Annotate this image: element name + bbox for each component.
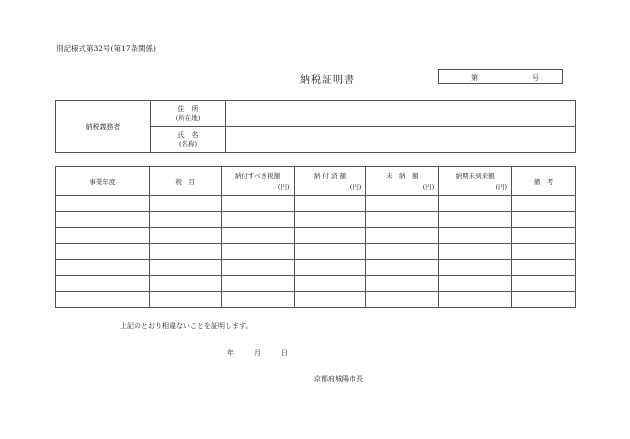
certification-statement: 上記のとおり相違ないことを証明します。 <box>120 322 253 330</box>
header-not-yet-due-unit: (円) <box>495 183 508 191</box>
name-sublabel: (名称) <box>178 139 198 148</box>
taxpayer-table <box>55 100 576 153</box>
header-paid <box>294 167 366 196</box>
header-tax-item: 税 目 <box>149 167 221 196</box>
table-cell[interactable] <box>149 276 221 292</box>
number-suffix: 号 <box>532 74 539 82</box>
table-header-row <box>56 167 576 196</box>
header-not-yet-due <box>439 167 512 196</box>
table-cell[interactable] <box>221 244 294 260</box>
table-cell[interactable] <box>149 196 221 212</box>
table-row <box>56 244 576 260</box>
name-field[interactable] <box>226 127 576 153</box>
table-cell[interactable] <box>366 196 439 212</box>
taxpayer-label: 納税義務者 <box>56 101 151 153</box>
issuer-name: 京都府城陽市長 <box>314 375 363 383</box>
table-cell[interactable] <box>221 196 294 212</box>
table-cell[interactable] <box>439 276 512 292</box>
table-row <box>56 196 576 212</box>
address-label-cell <box>151 101 226 127</box>
table-cell[interactable] <box>512 292 576 308</box>
header-tax-due-label: 納付すべき税額 <box>234 172 281 180</box>
table-cell[interactable] <box>56 260 150 276</box>
table-cell[interactable] <box>366 212 439 228</box>
issue-date <box>227 348 288 358</box>
table-cell[interactable] <box>294 292 366 308</box>
tax-detail-table <box>55 166 576 308</box>
table-cell[interactable] <box>294 228 366 244</box>
header-paid-unit: (円) <box>349 183 362 191</box>
table-cell[interactable] <box>366 276 439 292</box>
table-row <box>56 228 576 244</box>
table-cell[interactable] <box>56 228 150 244</box>
table-row <box>56 212 576 228</box>
address-field[interactable] <box>226 101 576 127</box>
table-cell[interactable] <box>221 292 294 308</box>
table-cell[interactable] <box>439 212 512 228</box>
header-remarks: 備 考 <box>512 167 576 196</box>
header-fiscal-year: 事業年度 <box>56 167 150 196</box>
header-tax-due <box>221 167 294 196</box>
name-label: 氏 名 <box>177 130 199 139</box>
form-reference: 別記様式第32号(第17条関係) <box>56 44 156 53</box>
table-cell[interactable] <box>512 276 576 292</box>
table-cell[interactable] <box>56 276 150 292</box>
table-cell[interactable] <box>56 244 150 260</box>
address-sublabel: (所在地) <box>175 113 201 122</box>
table-cell[interactable] <box>221 228 294 244</box>
table-row <box>56 260 576 276</box>
table-cell[interactable] <box>512 212 576 228</box>
table-cell[interactable] <box>149 260 221 276</box>
name-label-cell <box>151 127 226 153</box>
table-cell[interactable] <box>366 260 439 276</box>
table-cell[interactable] <box>56 292 150 308</box>
table-cell[interactable] <box>294 276 366 292</box>
table-cell[interactable] <box>512 228 576 244</box>
table-cell[interactable] <box>56 212 150 228</box>
table-cell[interactable] <box>439 196 512 212</box>
header-tax-due-unit: (円) <box>277 183 290 191</box>
header-unpaid-unit: (円) <box>422 183 435 191</box>
table-cell[interactable] <box>149 292 221 308</box>
certificate-number-box <box>438 69 563 84</box>
table-cell[interactable] <box>512 260 576 276</box>
table-row <box>56 292 576 308</box>
table-cell[interactable] <box>366 292 439 308</box>
header-paid-label: 納 付 済 額 <box>313 172 347 180</box>
table-cell[interactable] <box>294 196 366 212</box>
table-cell[interactable] <box>221 260 294 276</box>
date-day: 日 <box>281 349 288 357</box>
table-row <box>56 276 576 292</box>
table-cell[interactable] <box>294 212 366 228</box>
table-cell[interactable] <box>294 260 366 276</box>
date-month: 月 <box>254 349 261 357</box>
table-cell[interactable] <box>439 228 512 244</box>
table-cell[interactable] <box>366 228 439 244</box>
table-cell[interactable] <box>439 292 512 308</box>
table-cell[interactable] <box>294 244 366 260</box>
table-cell[interactable] <box>512 196 576 212</box>
table-cell[interactable] <box>149 228 221 244</box>
table-cell[interactable] <box>221 212 294 228</box>
address-label: 住 所 <box>177 104 199 113</box>
table-cell[interactable] <box>221 276 294 292</box>
header-unpaid-label: 未 納 額 <box>386 172 419 180</box>
header-unpaid <box>366 167 439 196</box>
table-cell[interactable] <box>366 244 439 260</box>
date-year: 年 <box>227 349 234 357</box>
header-not-yet-due-label: 納期未到来額 <box>455 172 495 180</box>
table-cell[interactable] <box>512 244 576 260</box>
number-prefix: 第 <box>471 74 478 82</box>
table-cell[interactable] <box>149 244 221 260</box>
document-title: 納税証明書 <box>300 75 355 86</box>
table-cell[interactable] <box>439 244 512 260</box>
table-cell[interactable] <box>56 196 150 212</box>
table-cell[interactable] <box>439 260 512 276</box>
table-cell[interactable] <box>149 212 221 228</box>
